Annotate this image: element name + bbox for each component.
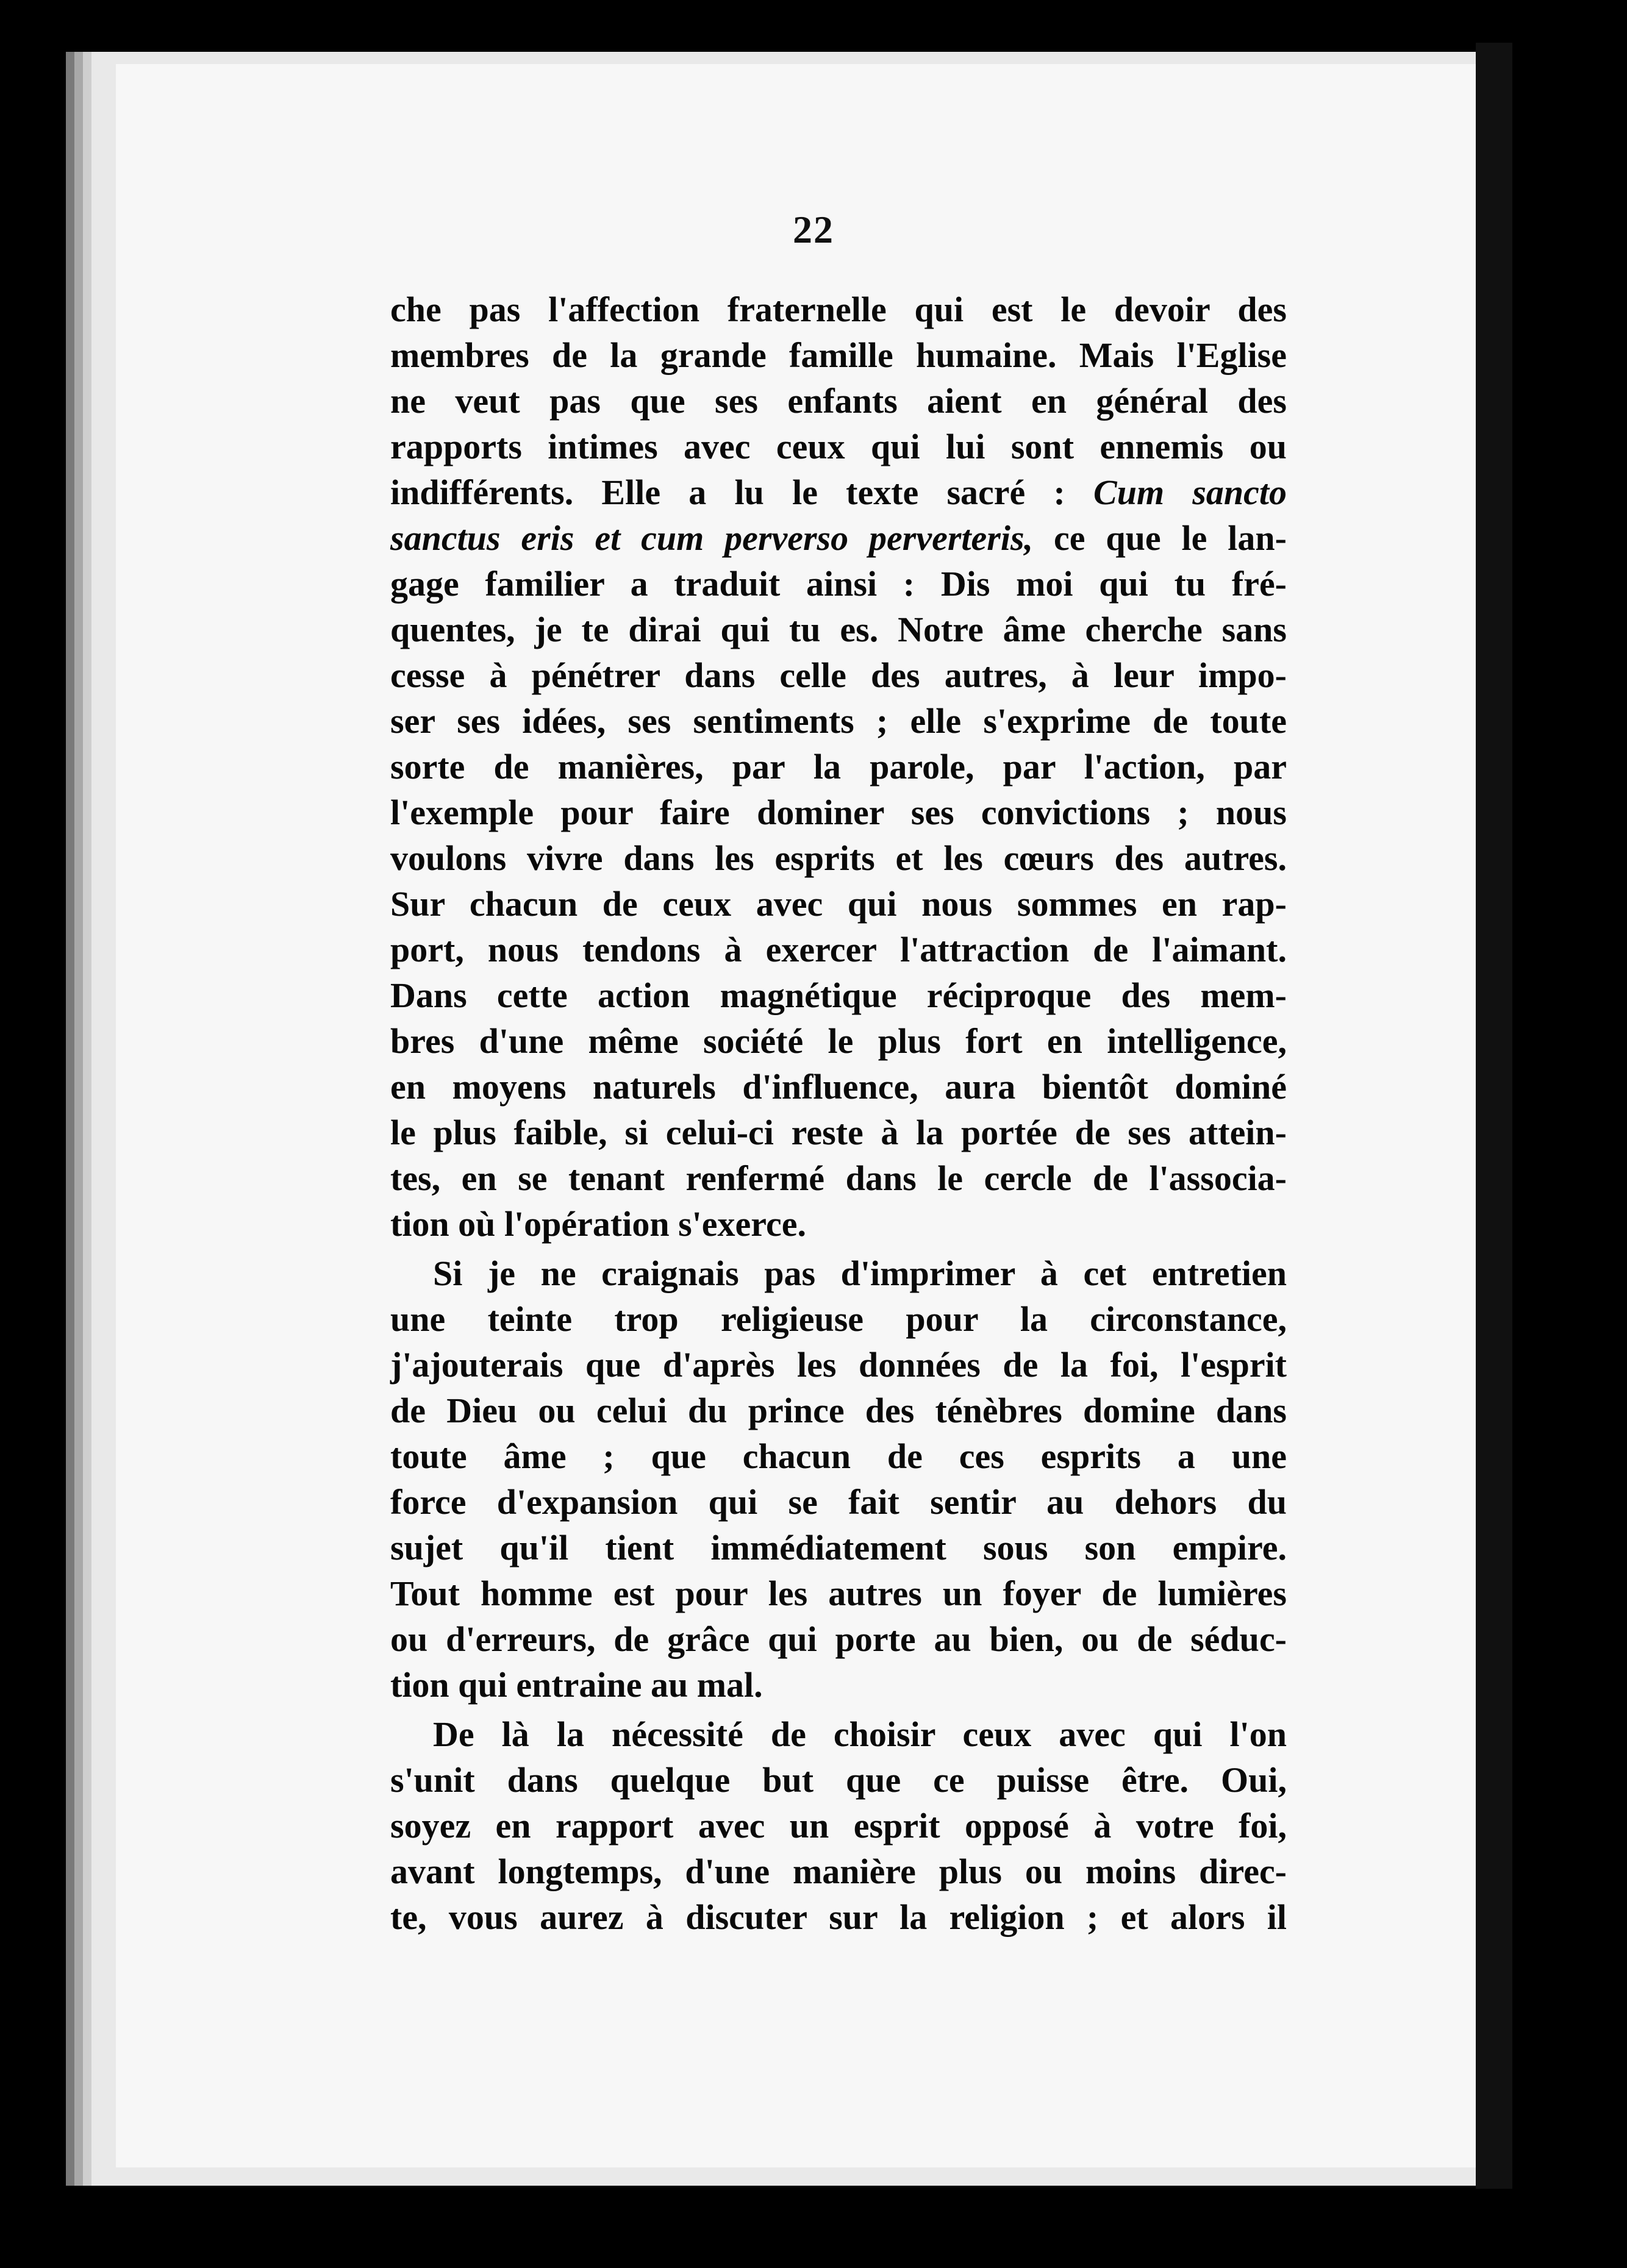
text-line: Si je ne craignais pas d'imprimer à cet entretien xyxy=(433,1253,1287,1293)
text-line: de Dieu ou celui du prince des ténèbres domine dans xyxy=(390,1391,1287,1430)
text-line: tion qui entraine au mal. xyxy=(390,1665,763,1705)
text-line: ou d'erreurs, de grâce qui porte au bien, ou de séduc- xyxy=(390,1619,1287,1659)
text-line: avant longtemps, d'une manière plus ou moins direc- xyxy=(390,1852,1287,1891)
text-line: une teinte trop religieuse pour la circonstance, xyxy=(390,1299,1287,1339)
text-line: sujet qu'il tient immédiatement sous son empire. xyxy=(390,1528,1287,1567)
text-line: Dans cette action magnétique réciproque des mem- xyxy=(390,975,1287,1015)
latin-quote: Cum sancto xyxy=(1093,472,1287,512)
text-line: toute âme ; que chacun de ces esprits a une xyxy=(390,1436,1287,1476)
text-line xyxy=(390,469,1287,515)
text-line: l'exemple pour faire dominer ses convictions ; nous xyxy=(390,793,1287,832)
body-text xyxy=(390,287,1287,1940)
text-line: De là la nécessité de choisir ceux avec qui l'on xyxy=(433,1714,1287,1754)
text-line: soyez en rapport avec un esprit opposé à votre foi, xyxy=(390,1806,1287,1845)
text-line: le plus faible, si celui-ci reste à la portée de ses attein- xyxy=(390,1113,1287,1152)
text-line: ser ses idées, ses sentiments ; elle s'exprime de toute xyxy=(390,701,1287,741)
text-line: s'unit dans quelque but que ce puisse être. Oui, xyxy=(390,1760,1287,1800)
text-line: Sur chacun de ceux avec qui nous sommes en rap- xyxy=(390,884,1287,924)
text-line: te, vous aurez à discuter sur la religion ; et alors il xyxy=(390,1897,1287,1937)
page-number: 22 xyxy=(793,208,834,251)
text-line: Tout homme est pour les autres un foyer de lumières xyxy=(390,1574,1287,1613)
text-line xyxy=(390,515,1287,561)
text-line: cesse à pénétrer dans celle des autres, à leur impo- xyxy=(390,655,1287,695)
text-line: tes, en se tenant renfermé dans le cercle de l'associa- xyxy=(390,1158,1287,1198)
text-line: tion où l'opération s'exerce. xyxy=(390,1204,806,1244)
text-line: en moyens naturels d'influence, aura bientôt dominé xyxy=(390,1067,1287,1107)
text-line: membres de la grande famille humaine. Mais l'Eglise xyxy=(390,335,1287,375)
text-line: quentes, je te dirai qui tu es. Notre âme cherche sans xyxy=(390,610,1287,649)
text-run: indifférents. Elle a lu le texte sacré : xyxy=(390,472,1094,512)
text-line: gage familier a traduit ainsi : Dis moi qui tu fré- xyxy=(390,564,1287,604)
text-line: j'ajouterais que d'après les données de la foi, l'esprit xyxy=(390,1345,1287,1385)
text-line: che pas l'affection fraternelle qui est le devoir des xyxy=(390,290,1287,329)
paragraph xyxy=(390,1711,1287,1940)
paragraph xyxy=(390,1250,1287,1708)
text-line: voulons vivre dans les esprits et les cœurs des autres. xyxy=(390,838,1287,878)
text-run: ce que le lan- xyxy=(1033,518,1287,558)
text-line: rapports intimes avec ceux qui lui sont ennemis ou xyxy=(390,427,1287,466)
text-line: port, nous tendons à exercer l'attraction de l'aimant. xyxy=(390,930,1287,969)
latin-quote: sanctus eris et cum perverso perverteris, xyxy=(390,518,1034,558)
page-edge xyxy=(1476,43,1512,2189)
text-line: bres d'une même société le plus fort en intelligence, xyxy=(390,1021,1287,1061)
text-line: ne veut pas que ses enfants aient en général des xyxy=(390,381,1287,421)
text-line: sorte de manières, par la parole, par l'action, par xyxy=(390,747,1287,786)
paragraph xyxy=(390,287,1287,1247)
text-line: force d'expansion qui se fait sentir au dehors du xyxy=(390,1482,1287,1522)
